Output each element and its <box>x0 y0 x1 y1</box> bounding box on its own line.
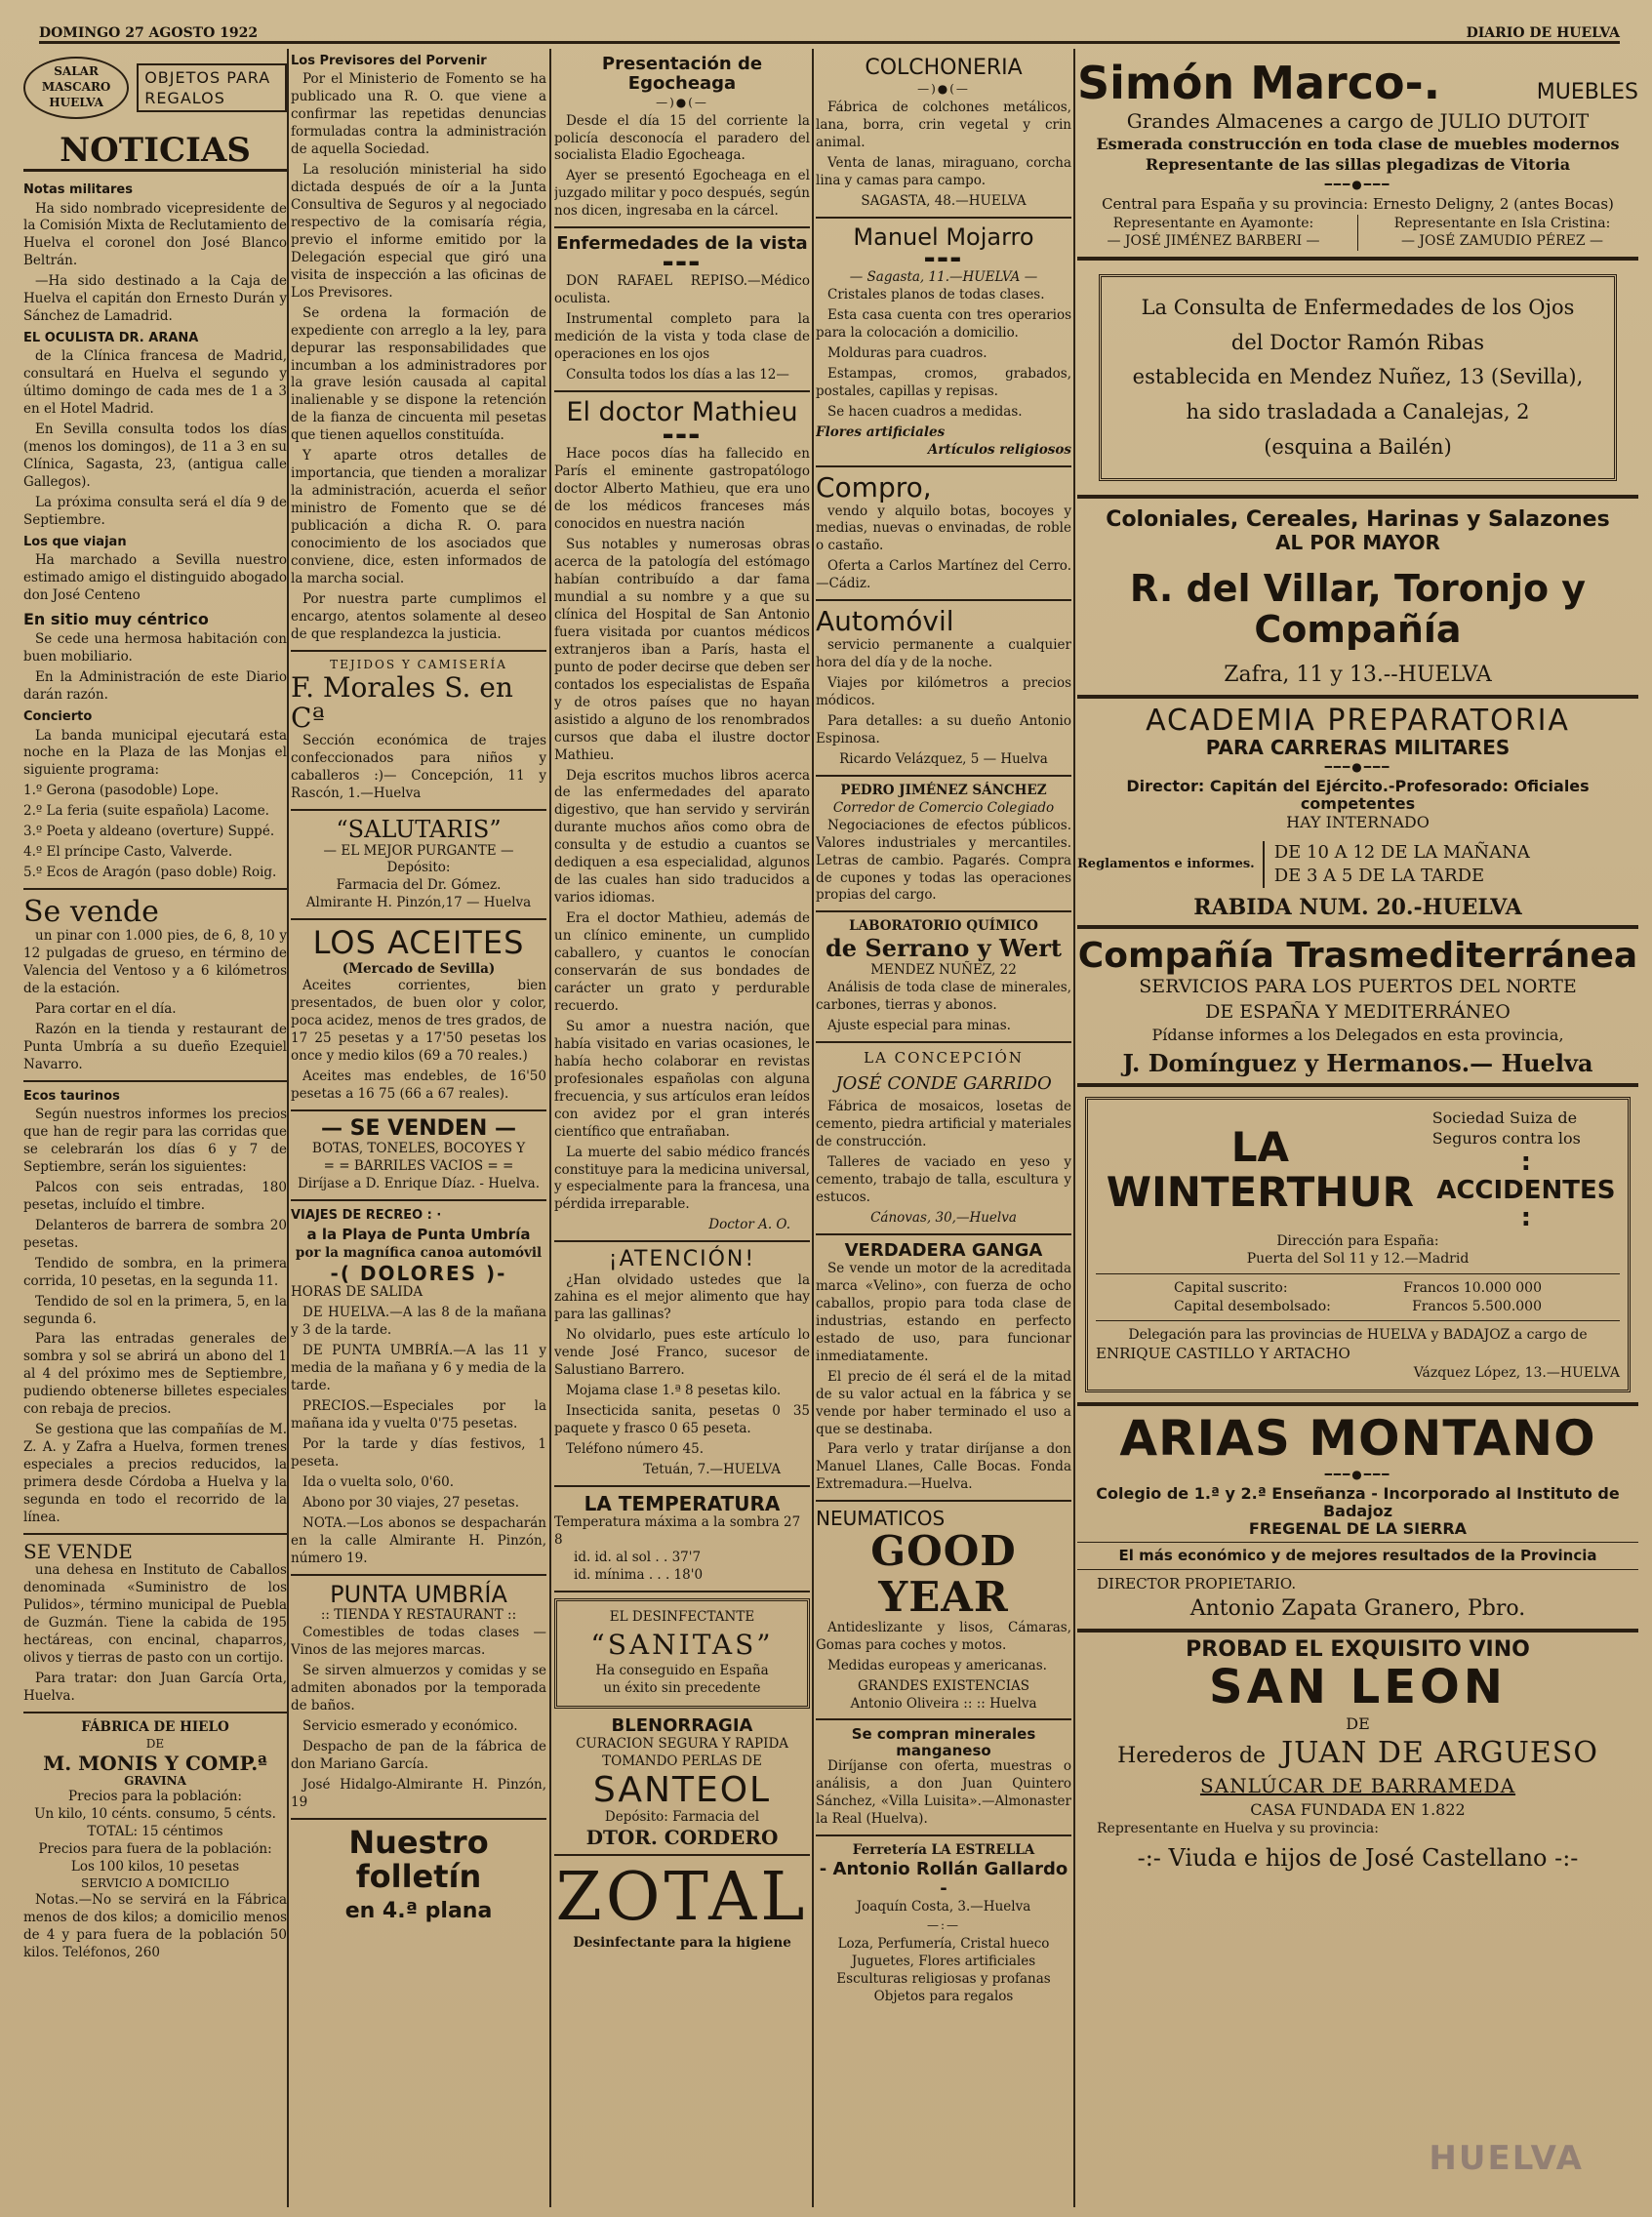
winterthur: LA WINTERTHUR <box>1106 1122 1414 1216</box>
paragraph: Estampas, cromos, grabados, postales, capillas y repisas. <box>816 365 1071 399</box>
se-vende-heading: Se vende <box>23 895 159 930</box>
arias-sub: Colegio de 1.ª y 2.ª Enseñanza - Incorporado al Instituto de Badajoz <box>1096 1484 1620 1520</box>
hielo-line: Un kilo, 10 cénts. consumo, 5 cénts. <box>34 1806 276 1823</box>
venden-line: BOTAS, TONELES, BOCOYES Y <box>311 1141 526 1157</box>
pedro-heading: PEDRO JIMÉNEZ SÁNCHEZ <box>840 782 1047 798</box>
san-leon: SAN LEON <box>1209 1660 1507 1715</box>
compro-heading: Compro, <box>816 470 932 504</box>
winterthur-ad <box>1085 1097 1631 1393</box>
paragraph: Se sirven almuerzos y comidas y se admiten abonados por la temporada de baños. <box>291 1662 546 1713</box>
santeol-deposito: Depósito: Farmacia del <box>604 1809 760 1826</box>
rep1-heading: Representante en Ayamonte: <box>1112 215 1314 231</box>
arias-place: FREGENAL DE LA SIERRA <box>1248 1518 1468 1538</box>
paragraph: La resolución ministerial ha sido dictada después de oír a la Junta Consultiva de Seguros y al negociado respectivo de la comisaría régia, previo el informe emitido por la Delegación especial que giró una visita de inspección a las oficinas de Los Previsores. <box>291 162 546 301</box>
column-divider <box>812 49 814 2207</box>
paragraph: de la Clínica francesa de Madrid, consultará en Huelva el segundo y último domingo de cada mes de 1 a 3 en el Hotel Madrid. <box>23 348 287 418</box>
atencion-heading: ¡ATENCIÓN! <box>608 1247 756 1272</box>
simon-marco: Simón Marco-. <box>1077 57 1441 109</box>
sanitas-line: un éxito sin precedente <box>603 1679 761 1696</box>
neu-addr: Antonio Oliveira :: :: Huelva <box>850 1695 1037 1712</box>
paragraph: Aceites corrientes, bien presentados, de buen olor y color, poca acidez, menos de tres grados, de 17 25 pesetas y a 17'50 pesetas los once y medio kilos (69 a 70 reales.) <box>291 978 546 1065</box>
paragraph: una dehesa en Instituto de Caballos denominada «Suministro de los Pulidos», término municipal de Puebla de Guzmán. Tiene la cabida de 195 hectáreas, con encinal, chaparros, olivos y tierras de pasto con un cortijo. <box>23 1561 287 1666</box>
paragraph: —Ha sido destinado a la Caja de Huelva el capitán don Ernesto Durán y Sánchez de Lamadrid. <box>23 273 287 325</box>
concierto-heading: Concierto <box>23 709 93 725</box>
monis-name: M. MONIS Y COMP.ª <box>43 1751 267 1775</box>
paragraph: Notas.—No se servirá en la Fábrica menos de dos kilos; a domicilio menos de 4 y para fuera de la población 50 kilos. Teléfonos, 260 <box>23 1892 287 1961</box>
paragraph: Palcos con seis entradas, 180 pesetas, incluído el timbre. <box>23 1179 287 1213</box>
paragraph: Por nuestra parte cumplimos el encargo, atentos solamente al deseo de que resplandezca la justicia. <box>291 590 546 642</box>
ecos-taurinos-heading: Ecos taurinos <box>23 1088 120 1104</box>
dehesa-heading: SE VENDE <box>23 1539 133 1563</box>
hielo-line: Precios para la población: <box>68 1789 242 1805</box>
se-venden-heading: — SE VENDEN — <box>320 1116 517 1142</box>
folletin: Nuestro folletín <box>348 1823 489 1895</box>
neu-exist: GRANDES EXISTENCIAS <box>857 1677 1030 1694</box>
fundada: CASA FUNDADA EN 1.822 <box>1250 1799 1466 1819</box>
paragraph: Viajes por kilómetros a precios módicos. <box>816 675 1071 708</box>
egocheaga-heading: Presentación de Egocheaga <box>601 54 763 94</box>
tejidos: TEJIDOS Y CAMISERÍA <box>330 657 507 671</box>
ribas-line: La Consulta de Enfermedades de los Ojos <box>1141 295 1575 319</box>
arias-dir: DIRECTOR PROPIETARIO. <box>1097 1574 1297 1592</box>
rep2: — JOSÉ ZAMUDIO PÉREZ — <box>1400 233 1604 250</box>
acad-reglamentos: Reglamentos e informes. <box>1077 857 1255 871</box>
esmerada: Esmerada construcción en toda clase de muebles modernos <box>1096 135 1620 154</box>
oculista-heading: EL OCULISTA DR. ARANA <box>23 331 199 346</box>
paragraph: Ha marchado a Sevilla nuestro estimado amigo el distinguido abogado don José Centeno <box>23 552 287 604</box>
wint-cap-value: Francos 10.000 000 <box>1403 1280 1542 1297</box>
paragraph: Para tratar: don Juan García Orta, Huelva. <box>23 1670 287 1704</box>
temperatura-heading: LA TEMPERATURA <box>584 1491 781 1515</box>
program-item: 1.º Gerona (pasodoble) Lope. <box>23 783 220 799</box>
sanitas-top: EL DESINFECTANTE <box>609 1608 755 1625</box>
hielo-heading: FÁBRICA DE HIELO <box>81 1718 229 1735</box>
paragraph: En la Administración de este Diario darán razón. <box>23 669 287 704</box>
viajes-sub: a la Playa de Punta Umbría <box>306 1226 531 1244</box>
paragraph: La próxima consulta será el día 9 de Septiembre. <box>23 495 287 529</box>
paragraph: Deja escritos muchos libros acerca de las enfermedades del aparato digestivo, que han servido y servirán durante muchos años como obra de consulta y de estudio a cuantos se dediquen a esa especialidad, algunos de las cuales han sido traducidos a varios idiomas. <box>554 767 810 907</box>
viajes-line: HORAS DE SALIDA <box>291 1284 423 1301</box>
ribas-line: ha sido trasladada a Canalejas, 2 <box>1186 399 1530 423</box>
viajes-line: DE PUNTA UMBRÍA.—A las 11 y media de la mañana y 6 y media de la tarde. <box>291 1343 546 1394</box>
estrella-line: Objetos para regalos <box>873 1988 1014 2004</box>
acad-sub: PARA CARRERAS MILITARES <box>1205 736 1511 760</box>
hielo-line: Los 100 kilos, 10 pesetas <box>70 1859 240 1875</box>
herederos: Herederos de <box>1117 1744 1267 1769</box>
aceites-heading: LOS ACEITES <box>312 924 525 962</box>
paragraph: Razón en la tienda y restaurant de Punta Umbría a su dueño Ezequiel Navarro. <box>23 1021 287 1072</box>
program-item: 2.º La feria (suite española) Lacome. <box>23 803 269 820</box>
mojarro-addr: — Sagasta, 11.—HUELVA — <box>849 269 1038 286</box>
paragraph: Ajuste especial para minas. <box>827 1017 1011 1033</box>
serrano-wert: de Serrano y Wert <box>826 934 1062 963</box>
wint-cap-label: Capital desembolsado: <box>1174 1298 1331 1314</box>
column-4: COLCHONERIA —)●(— Fábrica de colchones metálicos, lana, borra, crin vegetal y crin animal. Venta de lanas, miraguano, corcha lina y camas para campo. SAGASTA, 48.—HUELVA Manuel Mojarro ▬▬▬ — Sagasta, 11.—HUELVA — Cristales planos de todas clases. Esta casa cuenta con tres operarios para la colocación a domicilio. Molduras para cuadros. Estampas, cromos, grabados, postales, capillas y repisas. Se hacen cuadros a medidas. Flores artificiales Artículos religiosos Compro, vendo y alquilo botas, bocoyes y medias, nuevas o envinadas, de roble o castaño. Oferta a Carlos Martínez del Cerro.—Cádiz. Automóvil servicio permanente a cualquier hora del día y de la noche. Viajes por kilómetros a precios módicos. Para detalles: a su dueño Antonio Espinosa. Ricardo Velázquez, 5 — Huelva PEDRO JIMÉNEZ SÁNCHEZ Corredor de Comercio Colegiado Negociaciones de efectos públicos. Valores industriales y mercantiles. Letras de cambio. Pagarés. Compra de cupones y todas las operaciones propias del cargo. LABORATORIO QUÍMICO de Serrano y Wert MENDEZ NUÑEZ, 22 Análisis de toda clase de minerales, carbones, tierras y abonos. Ajuste especial para minas. LA CONCEPCIÓN JOSÉ CONDE GARRIDO Fábrica de mosaicos, losetas de cemento, piedra artificial y materiales de construcción. Talleres de vaciado en yeso y cemento, trabajo de talla, escultura y estucos. Cánovas, 30,—Huelva VERDADERA GANGA Se vende un motor de la acreditada marca «Velino», con fuerza de ocho caballos, propio para toda clase de industrias, estando en perfecto estado de uso, para funcionar inmediatamente. El precio de él será el de la mitad de su valor actual en la fábrica y se vende por haber terminado el uso a que se destinaba. Para verlo y tratar diríjanse a don Manuel Llanes, Calle Bocas. Fonda Extremadura.—Huelva. NEUMATICOS GOOD YEAR Antideslizante y lisos, Cámaras, Gomas para coches y motos. Medidas europeas y americanas. GRANDES EXISTENCIAS Antonio Oliveira :: :: Huelva Se compran minerales manganeso Diríjanse con oferta, muestras o análisis, a don Juan Quintero Sánchez, «Villa Luisita».—Almonaster la Real (Huelva). Ferretería LA ESTRELLA - Antonio Rollán Gallardo - Joaquín Costa, 3.—Huelva —:— Loza, Perfumería, Cristal hueco Juguetes, Flores artificiales Esculturas religiosas y profanas Objetos para regalos <box>816 56 1071 2004</box>
hielo-line: SERVICIO A DOMICILIO <box>80 1876 229 1891</box>
column-1 <box>23 49 287 2207</box>
aceites-sub: (Mercado de Sevilla) <box>342 960 496 977</box>
hielo-line: TOTAL: 15 céntimos <box>87 1824 223 1840</box>
temp-line: id. id. al sol . . 37'7 <box>574 1549 702 1565</box>
paragraph: Insecticida sanita, pesetas 0 35 paquete y frasco 0 65 peseta. <box>554 1403 810 1437</box>
paragraph: Servicio esmerado y económico. <box>302 1717 518 1734</box>
viajan-heading: Los que viajan <box>23 535 127 550</box>
paragraph: Comestibles de todas clases — Vinos de las mejores marcas. <box>291 1625 546 1658</box>
paragraph: Era el doctor Mathieu, además de un clínico eminente, un cumplido caballero, y cuantos le conocían conservarán de sus bondades de carácter un grato y perdurable recuerdo. <box>554 910 810 1014</box>
paragraph: Y aparte otros detalles de importancia, que tienden a moralizar la administración, acuerda el señor ministro de Fomento que se dé publicación a dicha R. O. para conocimiento de los asociados que conviene, dice, esten informados de la marcha social. <box>291 448 546 586</box>
manganeso-heading: Se compran minerales manganeso <box>851 1725 1036 1759</box>
blen-line: TOMANDO PERLAS DE <box>602 1753 762 1769</box>
vino-heading: PROBAD EL EXQUISITO VINO <box>1186 1636 1530 1662</box>
zotal: ZOTAL <box>555 1859 809 1937</box>
pedro-sub: Corredor de Comercio Colegiado <box>832 799 1055 816</box>
paragraph: Ayer se presentó Egocheaga en el juzgado militar y poco después, según nos dicen, ingresaba en la cárcel. <box>554 168 810 220</box>
deposito: Depósito: <box>386 860 451 876</box>
paragraph: Fábrica de colchones metálicos, lana, borra, crin vegetal y crin animal. <box>816 100 1071 151</box>
automovil-heading: Automóvil <box>816 605 954 638</box>
viajes-line: Abono por 30 viajes, 27 pesetas. <box>302 1494 520 1511</box>
sitio-heading: En sitio muy céntrico <box>23 610 209 629</box>
paragraph: Se hacen cuadros a medidas. <box>827 403 1023 420</box>
plana: en 4.ª plana <box>344 1898 493 1923</box>
acad-hours: DE 10 A 12 DE LA MAÑANA <box>1273 841 1530 863</box>
paragraph: Mojama clase 1.ª 8 pesetas kilo. <box>566 1383 782 1399</box>
arias-montano: ARIAS MONTANO <box>1119 1410 1596 1468</box>
conde-garrido: JOSÉ CONDE GARRIDO <box>835 1072 1052 1094</box>
laboratorio-heading: LABORATORIO QUÍMICO <box>849 918 1038 935</box>
coloniales: Coloniales, Cereales, Harinas y Salazones <box>1106 507 1610 533</box>
paragraph: Análisis de toda clase de minerales, carbones, tierras y abonos. <box>816 979 1071 1013</box>
program-item: 5.º Ecos de Aragón (paso doble) Roig. <box>23 865 277 881</box>
rollan: - Antonio Rollán Gallardo - <box>819 1859 1068 1900</box>
viajes-line: Por la tarde y días festivos, 1 peseta. <box>291 1436 546 1470</box>
flores: Flores artificiales <box>816 423 946 440</box>
estrella-line: Loza, Perfumería, Cristal hueco <box>837 1935 1050 1952</box>
paragraph: ¿Han olvidado ustedes que la zahina es el mejor alimento que hay para las gallinas? <box>554 1271 810 1323</box>
tetuan: Tetuán, 7.—HUELVA <box>643 1462 781 1478</box>
column-divider <box>549 49 551 2207</box>
purgante: — EL MEJOR PURGANTE — <box>323 842 514 859</box>
noticias-heading: NOTICIAS <box>23 133 287 172</box>
arias-name: Antonio Zapata Granero, Pbro. <box>1189 1595 1526 1621</box>
salutaris: “SALUTARIS” <box>336 816 502 844</box>
zotal-sub: Desinfectante para la higiene <box>573 1934 791 1951</box>
paragraph: Fábrica de mosaicos, losetas de cemento, piedra artificial y materiales de construcción. <box>816 1099 1071 1150</box>
almirante: Almirante H. Pinzón,17 — Huelva <box>305 895 532 911</box>
acad-internado: HAY INTERNADO <box>1286 813 1430 832</box>
lab-addr: MENDEZ NUÑEZ, 22 <box>870 961 1017 978</box>
column-divider <box>1073 49 1075 2207</box>
trans-inf: Pídanse informes a los Delegados en esta provincia, <box>1151 1025 1564 1044</box>
paragraph: Sus notables y numerosas obras acerca de la patología del estómago habían contribuído a dar fama mundial a su nombre y a que su clínica del Hospital de San Antonio fuera visitada por cuantos médicos extranjeros iban a París, hasta el punto de poder decirse que deben ser contados los especialistas de España y de otros países que no hayan asistido a alguno de los renombrados cursos que daba el ilustre doctor Mathieu. <box>554 537 810 763</box>
blenorragia-heading: BLENORRAGIA <box>611 1714 753 1736</box>
goodyear: GOOD YEAR <box>870 1527 1017 1621</box>
paragraph: Antideslizante y lisos, Cámaras, Gomas para coches y motos. <box>816 1619 1071 1653</box>
sanitas-ad <box>554 1598 810 1709</box>
paragraph: Teléfono número 45. <box>566 1441 705 1458</box>
villar: R. del Villar, Toronjo y Compañía <box>1129 567 1587 652</box>
morales-name: F. Morales S. en Cª <box>291 670 513 734</box>
ribas-line: (esquina a Bailén) <box>1264 434 1452 459</box>
paragraph: Sección económica de trajes confeccionados para niños y caballeros :)— Concepción, 11 y Rascón, 1.—Huelva <box>291 733 546 802</box>
viajes-line: Ida o vuelta solo, 0'60. <box>302 1473 454 1490</box>
argueso: JUAN DE ARGUESO <box>1281 1736 1598 1771</box>
paragraph: Esta casa cuenta con tres operarios para la colocación a domicilio. <box>816 307 1071 342</box>
masthead-date: DOMINGO 27 AGOSTO 1922 <box>39 25 259 41</box>
paragraph: un pinar con 1.000 pies, de 6, 8, 10 y 12 pulgadas de grueso, en término de Valencia del Ventoso y a 6 kilómetros de la estación. <box>23 928 287 996</box>
mathieu-heading: El doctor Mathieu <box>566 396 798 427</box>
sanitas-name: “SANITAS” <box>590 1628 774 1661</box>
paragraph: Su amor a nuestra nación, que había visitado en varias ocasiones, le había hecho colaborar en revistas profesionales españolas con alguna frecuencia, y sus artículos eran leídos con avidez por el gran interés científico que entrañaban. <box>554 1018 810 1140</box>
column-3: Presentación de Egocheaga —)●(— Desde el día 15 del corriente la policía desconocía el paradero del socialista Eladio Egocheaga. Ayer se presentó Egocheaga en el juzgado militar y poco después, según nos dicen, ingresaba en la cárcel. Enfermedades de la vista ▬▬▬ DON RAFAEL REPISO.—Médico oculista. Instrumental completo para la medición de la vista y toda clase de operaciones en los ojos Consulta todos los días a las 12— El doctor Mathieu ▬▬▬ Hace pocos días ha fallecido en París el eminente gastropatólogo doctor Alberto Mathieu, que era uno de los médicos franceses más conocidos en nuestra nación Sus notables y numerosas obras acerca de la patología del estómago habían contribuído a dar fama mundial a su nombre y a que su clínica del Hospital de San Antonio fuera visitada por cuantos médicos extranjeros iban a París, hasta el punto de poder decirse que deben ser contados los especialistas de España y de otros países que no hayan asistido a alguno de los renombrados cursos que daba el ilustre doctor Mathieu. Deja escritos muchos libros acerca de las enfermedades del aparato digestivo, que han servido y servirán durante muchos años como obra de consulta y de estudio a cuantos se dediquen a esa especialidad, algunos de las cuales han sido traducidos a varios idiomas. Era el doctor Mathieu, además de un clínico eminente, un cumplido caballero, y cuantos le conocían conservarán de sus bondades de carácter un grato y perdurable recuerdo. Su amor a nuestra nación, que había visitado en varias ocasiones, le había hecho colaborar en revistas profesionales españolas con alguna frecuencia, y sus artículos eran leídos con avidez por el gran interés científico que entrañaban. La muerte del sabio médico francés constituye para la medicina universal, y especialmente para la francesa, una pérdida irreparable. Doctor A. O. ¡ATENCIÓN! ¿Han olvidado ustedes que la zahina es el mejor alimento que hay para las gallinas? No olvidarlo, pues este artículo lo vende José Franco, sucesor de Salustiano Barrero. Mojama clase 1.ª 8 pesetas kilo. Insecticida sanita, pesetas 0 35 paquete y frasco 0 65 peseta. Teléfono número 45. Tetuán, 7.—HUELVA LA TEMPERATURA Temperatura máxima a la sombra 27 8 id. id. al sol . . 37'7 id. mínima . . . 18'0 EL DESINFECTANTE “SANITAS” Ha conseguido en España un éxito sin precedente BLENORRAGIA CURACION SEGURA Y RAPIDA TOMANDO PERLAS DE SANTEOL Depósito: Farmacia del DTOR. CORDERO ZOTAL Desinfectante para la higiene <box>554 54 810 1951</box>
wint-soc: Sociedad Suiza de <box>1431 1108 1578 1127</box>
paragraph: Para cortar en el día. <box>35 1000 177 1017</box>
paragraph: Por el Ministerio de Fomento se ha publicado una R. O. que viene a confirmar las repetidas denuncias formuladas contra la administración de aquella Sociedad. <box>291 71 546 158</box>
paragraph: En Sevilla consulta todos los días (menos los domingos), de 11 a 3 en su Clínica, Sagasta, 23, (antigua calle Gallegos). <box>23 422 287 491</box>
paragraph: Para detalles: a su dueño Antonio Espinosa. <box>816 712 1071 746</box>
paragraph: Tendido de sombra, en la primera corrida, 10 pesetas, en la segunda 11. <box>23 1255 287 1289</box>
notas-militares-heading: Notas militares <box>23 182 133 198</box>
paragraph: Delanteros de barrera de sombra 20 pesetas. <box>23 1217 287 1251</box>
central: Central para España y su provincia: Ernesto Deligny, 2 (antes Bocas) <box>1102 194 1614 213</box>
canoa: por la magnífica canoa automóvil <box>295 1245 543 1262</box>
muebles: MUEBLES <box>1536 80 1638 104</box>
concepcion-heading: LA CONCEPCIÓN <box>864 1048 1024 1067</box>
estrella-line: Esculturas religiosas y profanas <box>836 1970 1051 1987</box>
castellano: -:- Viuda e hijos de José Castellano -:- <box>1137 1844 1579 1873</box>
column-5: Simón Marco-. MUEBLES Grandes Almacenes a cargo de JULIO DUTOIT Esmerada construcción en toda clase de muebles modernos Representante de las sillas plegadizas de Vitoria ━━━●━━━ Central para España y su provincia: Ernesto Deligny, 2 (antes Bocas) Representante en Ayamonte: — JOSÉ JIMÉNEZ BARBERI — Representante en Isla Cristina: — JOSÉ ZAMUDIO PÉREZ — La Consulta de Enfermedades de los Ojos del Doctor Ramón Ribas establecida en Mendez Nuñez, 13 (Sevilla), ha sido trasladada a Canalejas, 2 (esquina a Bailén) Coloniales, Cereales, Harinas y Salazones AL POR MAYOR R. del Villar, Toronjo y Compañía Zafra, 11 y 13.--HUELVA ACADEMIA PREPARATORIA PARA CARRERAS MILITARES ━━━●━━━ Director: Capitán del Ejército.-Profesorado: Oficiales competentes HAY INTERNADO Reglamentos e informes. DE 10 A 12 DE LA MAÑANA DE 3 A 5 DE LA TARDE RABIDA NUM. 20.-HUELVA Compañía Trasmediterránea SERVICIOS PARA LOS PUERTOS DEL NORTE DE ESPAÑA Y MEDITERRÁNEO Pídanse informes a los Delegados en esta provincia, J. Domínguez y Hermanos.— Huelva LA WINTERTHUR Sociedad Suiza de Seguros contra los : ACCIDENTES : Dirección para España: Puerta del Sol 11 y 12.—Madrid Capital suscrito: Francos 10.000 000 Capital desembolsado: Francos 5.500.000 Delegación para las provincias de HUELVA y BADAJOZ a cargo de ENRIQUE CASTILLO Y ARTACHO Vázquez López, 13.—HUELVA ARIAS MONTANO ━━━●━━━ Colegio de 1.ª y 2.ª Enseñanza - Incorporado al Instituto de Badajoz FREGENAL DE LA SIERRA El más económico y de mejores resultados de la Provincia DIRECTOR PROPIETARIO. Antonio Zapata Granero, Pbro. PROBAD EL EXQUISITO VINO SAN LEON DE Herederos de JUAN DE ARGUESO SANLÚCAR DE BARRAMEDA CASA FUNDADA EN 1.822 Representante en Huelva y su provincia: -:- Viuda e hijos de José Castellano -:- <box>1077 49 1638 2207</box>
mascaro-logo: SALAR MASCARO HUELVA <box>23 57 129 119</box>
vino-de: DE <box>1346 1713 1370 1733</box>
paragraph: Ha sido nombrado vicepresidente de la Comisión Mixta de Reclutamiento de Huelva el coronel don José Blanco Beltrán. <box>23 200 287 269</box>
viajes-line: PRECIOS.—Especiales por la mañana ida y vuelta 0'75 pesetas. <box>291 1398 546 1432</box>
paragraph: Se cede una hermosa habitación con buen mobiliario. <box>23 631 287 665</box>
conc-addr: Cánovas, 30,—Huelva <box>870 1210 1017 1227</box>
paragraph: DON RAFAEL REPISO.—Médico oculista. <box>554 273 810 306</box>
wint-dir: Dirección para España: <box>1276 1232 1439 1249</box>
rep1: — JOSÉ JIMÉNEZ BARBERI — <box>1107 233 1320 250</box>
punta-sub: :: TIENDA Y RESTAURANT :: <box>320 1607 517 1624</box>
masthead <box>39 14 1620 44</box>
viajes-heading: VIAJES DE RECREO : · <box>291 1208 442 1224</box>
vista-heading: Enfermedades de la vista <box>556 233 808 255</box>
por-mayor: AL POR MAYOR <box>1275 531 1440 555</box>
venden-line: = = BARRILES VACIOS = = <box>323 1158 514 1175</box>
dolores: -( DOLORES )- <box>330 1262 507 1286</box>
blen-line: CURACION SEGURA Y RAPIDA <box>575 1735 789 1752</box>
villar-addr: Zafra, 11 y 13.--HUELVA <box>1224 663 1492 688</box>
paragraph: Talleres de vaciado en yeso y cemento, trabajo de talla, escultura y estucos. <box>816 1154 1071 1206</box>
religiosos: Artículos religiosos <box>927 441 1071 458</box>
objetos-regalos: OBJETOS PARA REGALOS <box>137 63 287 113</box>
viajes-line: DE HUELVA.—A las 8 de la mañana y 3 de la tarde. <box>291 1305 546 1339</box>
dominguez: J. Domínguez y Hermanos.— Huelva <box>1122 1049 1593 1078</box>
paragraph: Venta de lanas, miraguano, corcha lina y camas para campo. <box>816 155 1071 188</box>
wint-cap-value: Francos 5.500.000 <box>1412 1298 1542 1314</box>
paragraph: Medidas europeas y americanas. <box>827 1657 1047 1673</box>
viajes-line: NOTA.—Los abonos se despacharán en la calle Almirante H. Pinzón, número 19. <box>291 1514 546 1566</box>
mascaro-ad <box>23 57 287 119</box>
paragraph: Molduras para cuadros. <box>827 345 987 362</box>
temp-line: Temperatura máxima a la sombra 27 8 <box>554 1513 801 1548</box>
temp-line: id. mínima . . . 18'0 <box>574 1566 704 1583</box>
cordero: DTOR. CORDERO <box>585 1826 779 1850</box>
paragraph: El precio de él será el de la mitad de su valor actual en la fábrica y se vende por haber terminado el uso a que se destinaba. <box>816 1368 1071 1437</box>
paragraph: José Hidalgo-Almirante H. Pinzón, 19 <box>291 1776 546 1810</box>
paragraph: Hace pocos días ha fallecido en París el eminente gastropatólogo doctor Alberto Mathieu, que era uno de los médicos franceses más conocidos en nuestra nación <box>554 446 810 533</box>
mojarro-heading: Manuel Mojarro <box>853 222 1034 251</box>
wint-accidentes: : ACCIDENTES : <box>1436 1148 1616 1233</box>
farmacia: Farmacia del Dr. Gómez. <box>336 877 502 894</box>
academia: ACADEMIA PREPARATORIA <box>1146 704 1570 739</box>
estrella-heading: Ferretería LA ESTRELLA <box>852 1842 1035 1859</box>
wint-dir: Puerta del Sol 11 y 12.—Madrid <box>1246 1251 1470 1268</box>
paragraph: Instrumental completo para la medición de la vista y toda clase de operaciones en los ojos <box>554 310 810 362</box>
acad-addr: RABIDA NUM. 20.-HUELVA <box>1193 894 1522 920</box>
paragraph: Despacho de pan de la fábrica de don Mariano García. <box>291 1738 546 1772</box>
rep2-heading: Representante en Isla Cristina: <box>1393 215 1611 231</box>
almacenes: Grandes Almacenes a cargo de JULIO DUTOIT <box>1126 108 1590 133</box>
paragraph: Tendido de sol en la primera, 5, en la segunda 6. <box>23 1293 287 1327</box>
paragraph: Negociaciones de efectos públicos. Valores industriales y mercantiles. Letras de cambio. Pagarés. Compra de cupones y todas las operaciones propias del cargo. <box>816 817 1071 904</box>
santeol: SANTEOL <box>592 1769 772 1810</box>
trasmediterranea: Compañía Trasmediterránea <box>1077 935 1638 976</box>
estrella-line: Juguetes, Flores artificiales <box>851 1953 1036 1969</box>
paragraph: Oferta a Carlos Martínez del Cerro.—Cádiz. <box>816 558 1071 592</box>
ribas-line: establecida en Mendez Nuñez, 13 (Sevilla), <box>1132 365 1584 389</box>
column-2 <box>291 49 546 2207</box>
paragraph: Para las entradas generales de sombra y sol se abrirá un abono del 1 al 4 del próximo mes de Septiembre, pudiendo obtenerse billetes especiales con rebaja de precios. <box>23 1331 287 1418</box>
previsores-heading: Los Previsores del Porvenir <box>291 54 487 68</box>
ribas-ad <box>1099 274 1617 481</box>
paragraph: Consulta todos los días a las 12— <box>566 366 789 383</box>
paragraph: Se ordena la formación de expediente con arreglo a la ley, para depurar las responsabilidades que incumban a los administradores por la grave lesión causada al capital inalienable y se dispone la retención de la fianza de cincuenta mil pesetas que tienen aquellos constituída. <box>291 304 546 444</box>
acad-director: Director: Capitán del Ejército.-Profesorado: Oficiales competentes <box>1126 777 1590 813</box>
paragraph: servicio permanente a cualquier hora del día y de la noche. <box>816 637 1071 671</box>
paragraph: Para verlo y tratar diríjanse a don Manuel Llanes, Calle Bocas. Fonda Extremadura.—Huelva. <box>816 1441 1071 1493</box>
wint-name: ENRIQUE CASTILLO Y ARTACHO <box>1096 1344 1350 1362</box>
rollan-addr: Joaquín Costa, 3.—Huelva <box>856 1898 1031 1915</box>
hielo-line: Precios para fuera de la población: <box>38 1841 272 1858</box>
hielo-de: DE <box>145 1736 165 1751</box>
neumaticos-heading: NEUMATICOS <box>816 1507 946 1531</box>
trans-line: SERVICIOS PARA LOS PUERTOS DEL NORTE <box>1139 976 1577 998</box>
sanitas-line: Ha conseguido en España <box>595 1662 769 1678</box>
arias-eco: El más económico y de mejores resultados de la Provincia <box>1118 1547 1597 1565</box>
venden-line: Diríjase a D. Enrique Díaz. - Huelva. <box>297 1176 541 1192</box>
program-item: 4.º El príncipe Casto, Valverde. <box>23 844 233 861</box>
mathieu-signature: Doctor A. O. <box>708 1217 790 1233</box>
program-item: 3.º Poeta y aldeano (overture) Suppé. <box>23 824 275 840</box>
watermark: HUELVA <box>1429 2139 1584 2178</box>
paragraph: Se gestiona que las compañías de M. Z. A. y Zafra a Huelva, formen trenes especiales a precios reducidos, la primera desde Córdoba a Huelva y la segunda en todo el recorrido de la línea. <box>23 1422 287 1526</box>
trans-line: DE ESPAÑA Y MEDITERRÁNEO <box>1205 1000 1511 1023</box>
paragraph: Desde el día 15 del corriente la policía desconocía el paradero del socialista Eladio Egocheaga. <box>554 112 810 164</box>
wint-del: Delegación para las provincias de HUELVA y BADAJOZ a cargo de <box>1128 1327 1588 1344</box>
wint-soc: Seguros contra los <box>1431 1128 1581 1148</box>
paragraph: Aceites mas endebles, de 16'50 pesetas a 16 75 (66 a 67 reales). <box>291 1068 546 1103</box>
paragraph: Se vende un motor de la acreditada marca «Velino», con fuerza de ocho caballos, propio para toda clase de industrias, estando en perfecto estado de uso, para funcionar inmediatamente. <box>816 1260 1071 1364</box>
acad-hours: DE 3 A 5 DE LA TARDE <box>1273 865 1485 886</box>
punta-umbria-heading: PUNTA UMBRÍA <box>330 1580 507 1608</box>
sanlucar: SANLÚCAR DE BARRAMEDA <box>1199 1774 1516 1798</box>
paragraph: La muerte del sabio médico francés constituye para la medicina universal, y especialmente para la francesa, una pérdida irreparable. <box>554 1144 810 1213</box>
paragraph: Cristales planos de todas clases. <box>827 287 1045 303</box>
paragraph: vendo y alquilo botas, bocoyes y medias, nuevas o envinadas, de roble o castaño. <box>816 503 1071 554</box>
paragraph: No olvidarlo, pues este artículo lo vende José Franco, sucesor de Salustiano Barrero. <box>554 1327 810 1379</box>
ganga-heading: VERDADERA GANGA <box>844 1240 1043 1262</box>
gravina: GRAVINA <box>124 1773 186 1788</box>
arg-rep: Representante en Huelva y su provincia: <box>1097 1820 1379 1836</box>
column-divider <box>287 49 289 2207</box>
wint-addr: Vázquez López, 13.—HUELVA <box>1413 1364 1620 1381</box>
paragraph: Diríjanse con oferta, muestras o análisis, a don Juan Quintero Sánchez, «Villa Luisita».—Almonaster la Real (Huelva). <box>816 1758 1071 1828</box>
wint-cap-label: Capital suscrito: <box>1174 1280 1288 1297</box>
vitoria: Representante de las sillas plegadizas de Vitoria <box>1145 155 1571 175</box>
ribas-line: del Doctor Ramón Ribas <box>1230 330 1485 354</box>
paragraph: Según nuestros informes los precios que han de regir para las corridas que se celebrarán los días 6 y 7 de Septiembre, serán los siguientes: <box>23 1107 287 1175</box>
colch-addr: SAGASTA, 48.—HUELVA <box>861 192 1027 209</box>
masthead-title: DIARIO DE HUELVA <box>1466 25 1620 41</box>
colchoneria-heading: COLCHONERIA <box>865 56 1023 80</box>
auto-addr: Ricardo Velázquez, 5 — Huelva <box>839 750 1048 767</box>
paragraph: La banda municipal ejecutará esta noche en la Plaza de las Monjas el siguiente programa: <box>23 727 287 779</box>
